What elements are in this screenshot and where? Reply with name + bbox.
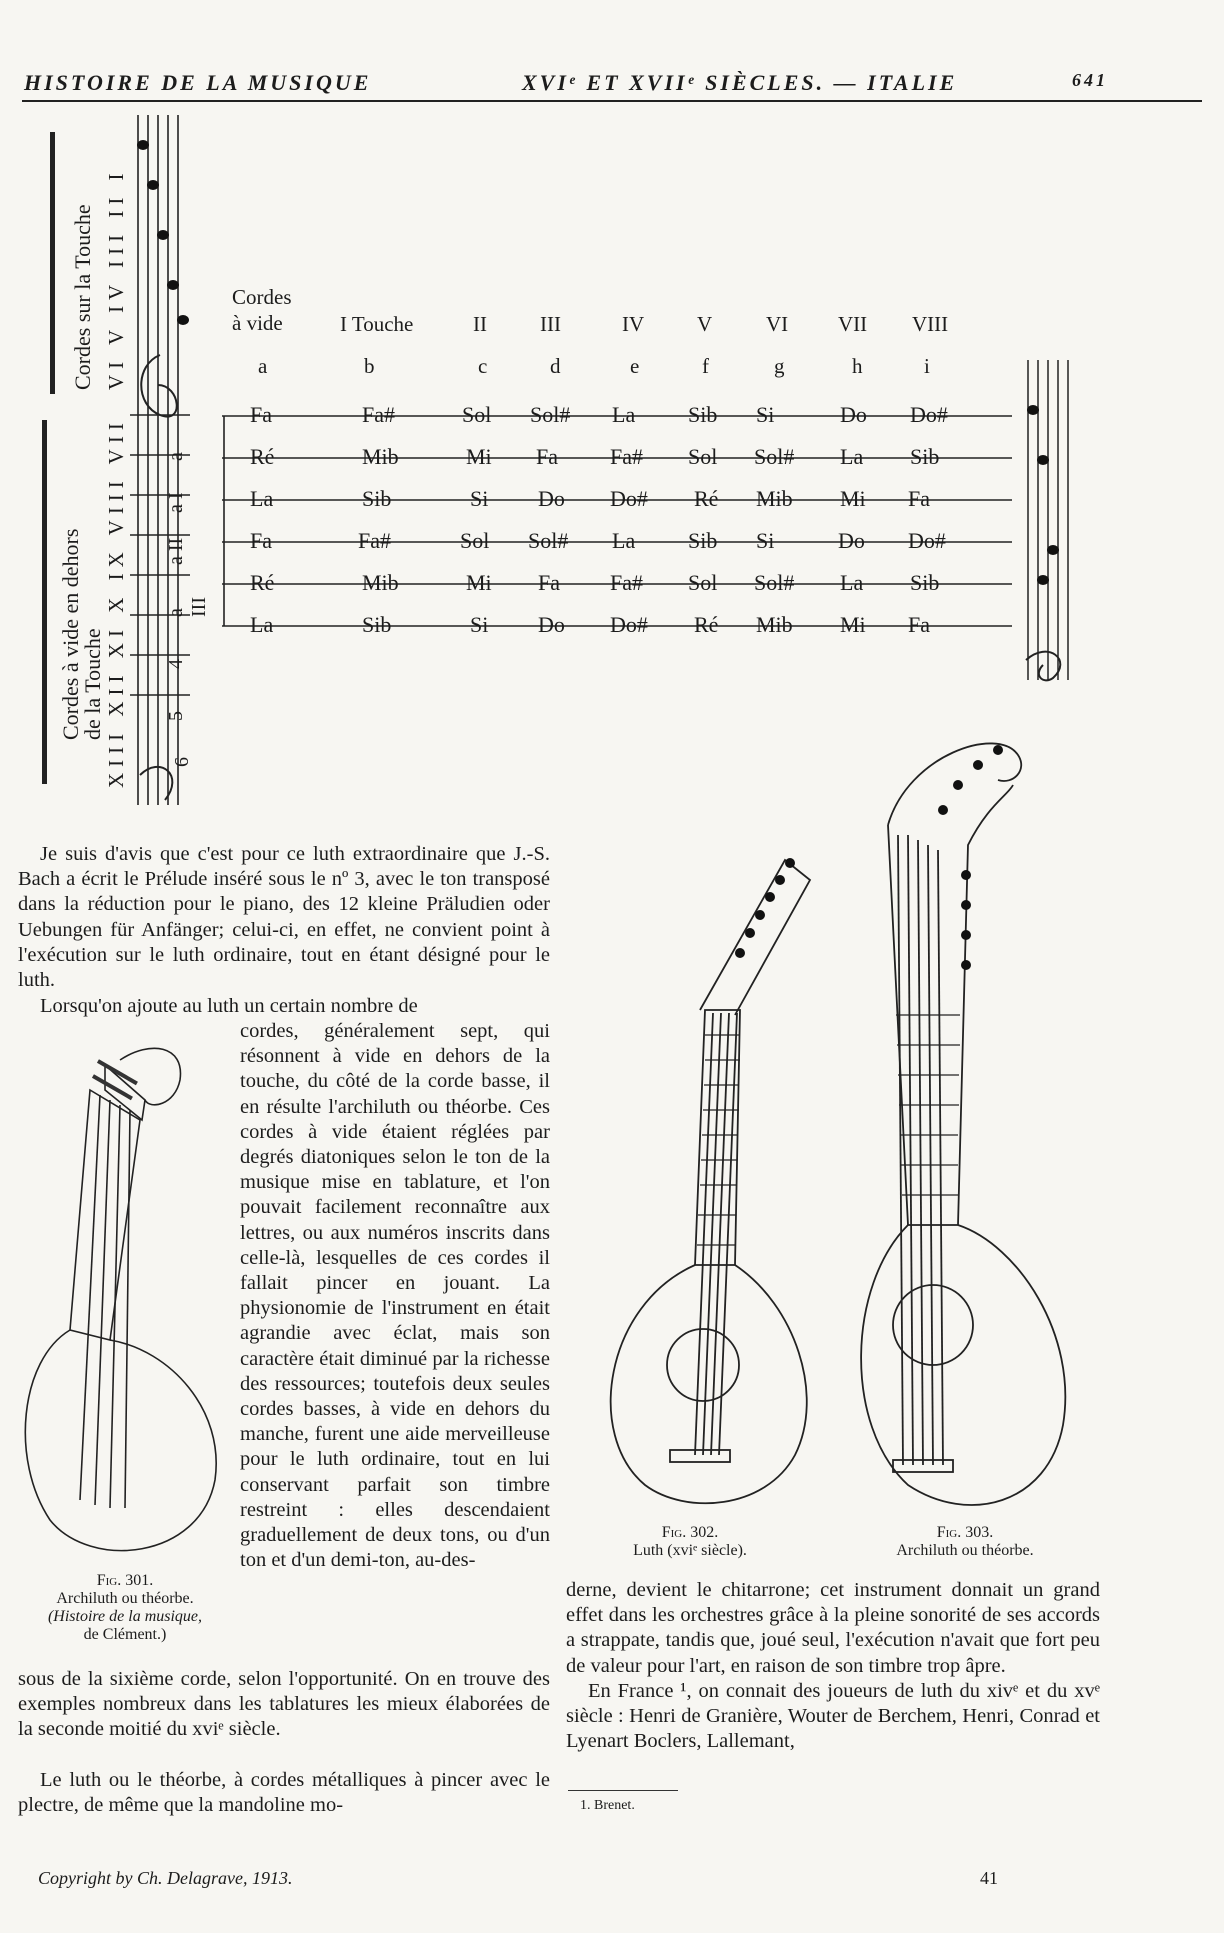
tab-cell: Fa <box>250 528 272 553</box>
tab-cell: Sib <box>688 528 718 553</box>
column-header: VIII <box>912 312 949 336</box>
tab-letter: a III <box>165 597 210 617</box>
tab-cell: Sib <box>910 570 940 595</box>
tab-cell: Sol <box>688 444 718 469</box>
tab-cell: Mi <box>466 570 492 595</box>
text-block-p3 <box>18 1768 550 1818</box>
tab-cell: Sol <box>688 570 718 595</box>
tab-letter: 4 <box>165 659 187 669</box>
column-letter: e <box>630 354 640 378</box>
cordes-a-vide-line2: à vide <box>232 311 283 335</box>
tablature-grid <box>222 400 1022 640</box>
paragraph-narrow: cordes, généralement sept, qui résonnent à vide en dehors de la touche, du côté de la corde basse, il en résulte l'archiluth ou théorbe. Ces cordes à vide étaient réglées par degrés diatoniques selon le ton de la musique mise en tablature, et l'on pouvait facilement reconnaître aux lettres, ou aux numéros inscrits dans celle-là, lesquelles de ces cordes il fallait pincer en jouant. La physionomie de l'instrument en était agrandie avec éclat, mais son caractère était diminué par la richesse des ressources; toutefois deux seules cordes basses, à vide en dehors du manche, furent une aide merveilleuse pour le luth ordinaire, tout en lui conservant parfait son timbre restreint : elles descendaient graduellement de deux tons, ou d'un ton et d'un demi-ton, au-des- <box>240 1020 550 1572</box>
paragraph-line: Lorsqu'on ajoute au luth un certain nombre de <box>40 995 418 1017</box>
tab-cell: Mi <box>466 444 492 469</box>
copyright-line: Copyright by Ch. Delagrave, 1913. <box>38 1868 293 1888</box>
footnote-rule <box>568 1790 678 1791</box>
running-head-right: XVIᵉ ET XVIIᵉ SIÈCLES. — ITALIE <box>522 70 958 95</box>
tab-cell: Do# <box>610 612 648 637</box>
tab-cell: Ré <box>694 612 719 637</box>
tab-cell: Do <box>538 486 565 511</box>
tab-cell: Si <box>756 402 775 427</box>
tab-cell: Fa# <box>362 402 395 427</box>
cordes-a-vide-line1: Cordes <box>232 285 292 309</box>
tab-cell: Fa <box>538 570 560 595</box>
tab-cell: Mib <box>756 486 793 511</box>
text-block-p2-wide <box>18 1667 550 1743</box>
tab-cell: Sol# <box>528 528 569 553</box>
label-cordes-touche: Cordes sur la Touche <box>70 204 95 390</box>
tab-cell: Do# <box>610 486 648 511</box>
tab-cell: La <box>250 612 274 637</box>
tab-cell: Fa# <box>358 528 391 553</box>
header-rule <box>22 100 1202 102</box>
bracket-vide <box>42 420 47 784</box>
tab-cell: Mi <box>840 486 866 511</box>
tab-cell: Fa# <box>610 570 643 595</box>
tab-cell: Fa# <box>610 444 643 469</box>
tab-cell: Si <box>756 528 775 553</box>
fig302-lute-illustration <box>585 835 815 1515</box>
tab-cell: Ré <box>250 444 275 469</box>
tab-cell: Si <box>470 612 489 637</box>
tab-cell: La <box>840 444 864 469</box>
tab-cell: Sib <box>362 486 392 511</box>
tab-cell: La <box>250 486 274 511</box>
fig303-number: Fig. 303. <box>936 1524 994 1541</box>
tab-cell: Sib <box>362 612 392 637</box>
tab-cell: Fa <box>250 402 272 427</box>
tab-letter: a II <box>165 537 187 565</box>
tab-letters-vertical <box>165 420 210 772</box>
tab-cell: Fa <box>908 612 930 637</box>
text-block-p1 <box>18 842 550 993</box>
column-letter: b <box>364 354 375 378</box>
fig301-line1: Archiluth ou théorbe. <box>56 1590 194 1607</box>
tab-cell: Mib <box>362 444 399 469</box>
romans-vide: XIII XII XI X IX VIII VII <box>104 417 128 788</box>
column-letter: i <box>924 354 930 378</box>
label-cordes-vide-1: Cordes à vide en dehors <box>58 528 83 740</box>
tab-cell: Mib <box>362 570 399 595</box>
tab-cell: Do# <box>910 402 948 427</box>
paragraph: derne, devient le chitarrone; cet instrument donnait un grand effet dans les orchestres grâce à la pleine sonorité de ses accords a strappate, tandis que, joué seul, l'exécution n'avait que fort peu de valeur pour l'art, en raison de son timbre trop âpre. <box>566 1579 1100 1677</box>
tab-cell: Mib <box>756 612 793 637</box>
cordes-a-vide-label <box>232 284 292 336</box>
column-header: III <box>540 312 561 336</box>
paragraph: En France ¹, on connait des joueurs de luth du xivᵉ et du xvᵉ siècle : Henri de Granière, Wouter de Berchem, Henri, Conrad et Lyenart Boclers, Lallemant, <box>566 1679 1100 1753</box>
signature-mark: 41 <box>980 1868 998 1888</box>
column-letter: d <box>550 354 561 378</box>
column-header: II <box>473 312 487 336</box>
column-header: VI <box>766 312 789 336</box>
text-block-p2-first <box>18 994 550 1019</box>
fig301-caption <box>20 1572 230 1644</box>
fig302-line1: Luth (xviᵉ siècle). <box>633 1542 747 1559</box>
tab-cell: Do# <box>908 528 946 553</box>
column-letter: f <box>702 354 709 378</box>
tab-letter: a I <box>165 492 187 513</box>
running-head-left: HISTOIRE DE LA MUSIQUE <box>24 70 372 95</box>
bracket-touche <box>50 132 55 394</box>
tab-cell: Do <box>838 528 865 553</box>
tab-cell: Do <box>538 612 565 637</box>
fig303-archlute-illustration <box>848 725 1078 1525</box>
tab-cell: La <box>612 402 636 427</box>
tab-letter: 6 <box>171 757 193 767</box>
tab-cell: Sol <box>462 402 492 427</box>
tab-cell: Sol <box>460 528 490 553</box>
fig302-number: Fig. 302. <box>661 1524 719 1541</box>
column-header: IV <box>622 312 645 336</box>
column-header: VII <box>838 312 868 336</box>
tab-cell: La <box>612 528 636 553</box>
tab-letter: a <box>165 452 187 461</box>
fig301-archlute-illustration <box>10 1030 230 1550</box>
tab-cell: Ré <box>250 570 275 595</box>
paragraph: Je suis d'avis que c'est pour ce luth extraordinaire que J.-S. Bach a écrit le Prélude inséré sous le nº 3, avec le ton transposé dans la réduction pour le piano, des 12 kleine Präludien oder Uebungen für Anfänger; celui-ci, en effet, ne convient point à l'exécution sur le luth ordinaire, tout en étant désigné pour le luth. <box>18 843 550 992</box>
column-letter: a <box>258 354 268 378</box>
tab-cell: Mi <box>840 612 866 637</box>
paragraph-wide: sous de la sixième corde, selon l'opportunité. On en trouve des exemples nombreux dans les tablatures les mieux élaborées de la seconde moitié du xviᵉ siècle. <box>18 1668 550 1741</box>
column-letter: g <box>774 354 785 378</box>
column-header: I Touche <box>340 312 414 336</box>
tab-cell: Si <box>470 486 489 511</box>
column-letter: h <box>852 354 863 378</box>
fig301-number: Fig. 301. <box>96 1572 154 1589</box>
fig302-caption <box>600 1524 780 1560</box>
column-letter: c <box>478 354 488 378</box>
tab-cell: La <box>840 570 864 595</box>
romans-touche: VI V IV III II I <box>104 167 128 390</box>
tab-cell: Sib <box>688 402 718 427</box>
paragraph: Le luth ou le théorbe, à cordes métalliques à pincer avec le plectre, de même que la mandoline mo- <box>18 1769 550 1817</box>
tab-cell: Sib <box>910 444 940 469</box>
tab-letter: 5 <box>165 711 187 721</box>
tab-cell: Ré <box>694 486 719 511</box>
tab-cell: Sol# <box>754 570 795 595</box>
label-cordes-vide-2: de la Touche <box>80 628 105 740</box>
fig301-line3: de Clément.) <box>83 1626 167 1643</box>
tab-cell: Fa <box>536 444 558 469</box>
text-block-p2-narrow <box>240 1019 550 1573</box>
tab-cell: Fa <box>908 486 930 511</box>
page-number: 641 <box>1072 70 1108 90</box>
tab-cell: Sol# <box>754 444 795 469</box>
vertical-staff-right <box>1018 360 1078 690</box>
fig301-line2: (Histoire de la musique, <box>47 1608 203 1625</box>
fig303-line1: Archiluth ou théorbe. <box>896 1542 1034 1559</box>
text-block-right <box>566 1578 1100 1754</box>
tab-cell: Do <box>840 402 867 427</box>
footnote: 1. Brenet. <box>580 1798 635 1813</box>
column-header: V <box>697 312 713 336</box>
fig303-caption <box>870 1524 1060 1560</box>
tab-cell: Sol# <box>530 402 571 427</box>
